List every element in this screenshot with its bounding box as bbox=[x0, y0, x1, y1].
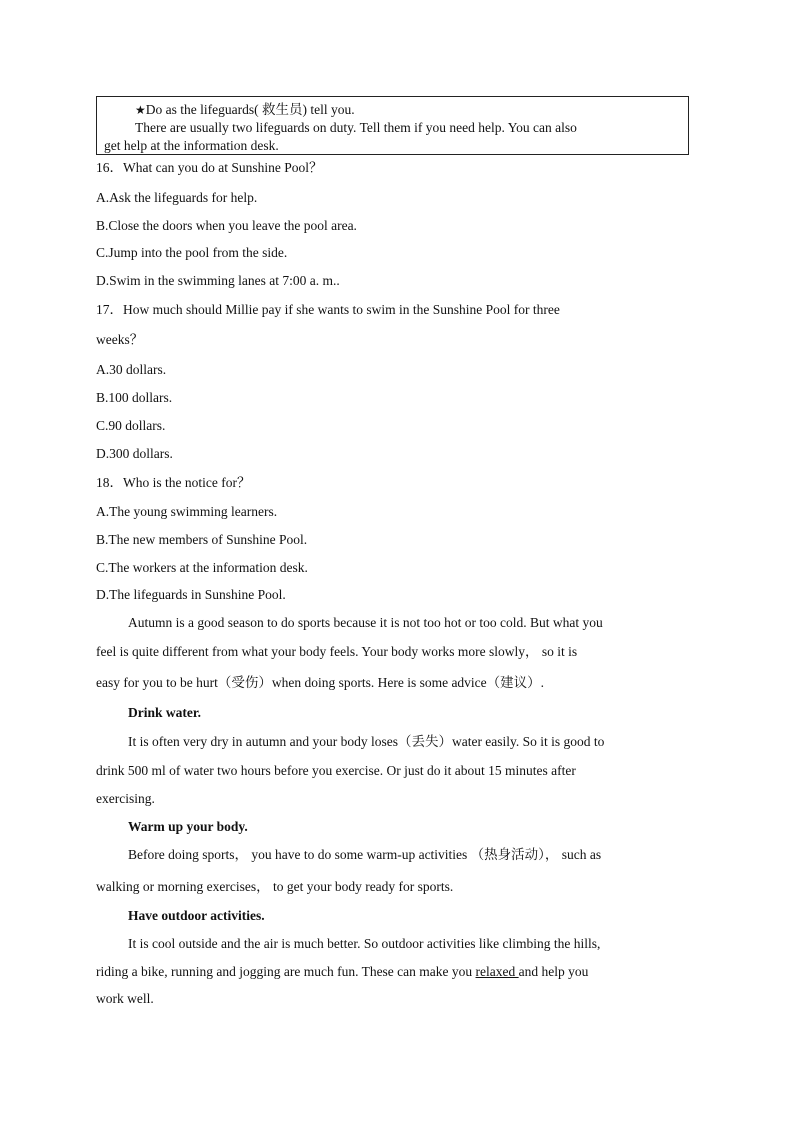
section-heading-outdoor: Have outdoor activities. bbox=[128, 908, 265, 923]
question-stem: What can you do at Sunshine Pool？ bbox=[123, 160, 323, 175]
option-16d: D.Swim in the swimming lanes at 7:00 a. m.. bbox=[96, 273, 340, 288]
option-17b: B.100 dollars. bbox=[96, 390, 173, 405]
question-17 bbox=[96, 301, 560, 319]
section-heading-drink-water: Drink water. bbox=[128, 705, 201, 720]
question-18 bbox=[96, 474, 250, 492]
question-number: 16． bbox=[96, 160, 123, 175]
notice-rule-text: Do as the lifeguards( 救生员) tell you. bbox=[145, 102, 355, 117]
paragraph-text: riding a bike, running and jogging are much fun. These can make you bbox=[96, 964, 476, 979]
star-icon: ★ bbox=[135, 103, 146, 117]
option-17d: D.300 dollars. bbox=[96, 446, 173, 461]
paragraph-text: and help you bbox=[518, 964, 589, 979]
option-18b: B.The new members of Sunshine Pool. bbox=[96, 532, 308, 547]
paragraph-line: drink 500 ml of water two hours before you exercise. Or just do it about 15 minutes after bbox=[96, 763, 576, 778]
option-16c: C.Jump into the pool from the side. bbox=[96, 245, 288, 260]
question-stem: How much should Millie pay if she wants to swim in the Sunshine Pool for three bbox=[123, 302, 560, 317]
notice-body-line: There are usually two lifeguards on duty. Tell them if you need help. You can also bbox=[135, 120, 577, 135]
paragraph-line: It is cool outside and the air is much better. So outdoor activities like climbing the hills, bbox=[128, 936, 601, 951]
passage-intro-line: Autumn is a good season to do sports because it is not too hot or too cold. But what you bbox=[128, 615, 603, 630]
question-17-cont: weeks？ bbox=[96, 332, 144, 347]
passage-intro-line: feel is quite different from what your body feels. Your body works more slowly， so it is bbox=[96, 644, 578, 659]
underlined-word-relaxed: relaxed bbox=[475, 964, 519, 979]
question-number: 18． bbox=[96, 475, 123, 490]
paragraph-line: walking or morning exercises， to get your body ready for sports. bbox=[96, 879, 454, 894]
question-number: 17． bbox=[96, 302, 123, 317]
passage-intro-line: easy for you to be hurt（受伤）when doing sports. Here is some advice（建议）. bbox=[96, 675, 545, 690]
paragraph-line: Before doing sports， you have to do some warm-up activities （热身活动）， such as bbox=[128, 847, 602, 862]
notice-box bbox=[96, 96, 689, 155]
option-17a: A.30 dollars. bbox=[96, 362, 167, 377]
section-heading-warm-up: Warm up your body. bbox=[128, 819, 248, 834]
notice-body-line: get help at the information desk. bbox=[104, 138, 279, 153]
paragraph-line bbox=[96, 963, 588, 981]
option-17c: C.90 dollars. bbox=[96, 418, 166, 433]
question-16 bbox=[96, 159, 322, 177]
paragraph-line: exercising. bbox=[96, 791, 155, 806]
option-16b: B.Close the doors when you leave the pool area. bbox=[96, 218, 357, 233]
paragraph-line: work well. bbox=[96, 991, 154, 1006]
option-18d: D.The lifeguards in Sunshine Pool. bbox=[96, 587, 286, 602]
option-18a: A.The young swimming learners. bbox=[96, 504, 278, 519]
notice-rule bbox=[135, 101, 355, 119]
option-16a: A.Ask the lifeguards for help. bbox=[96, 190, 258, 205]
question-stem: Who is the notice for？ bbox=[123, 475, 251, 490]
option-18c: C.The workers at the information desk. bbox=[96, 560, 308, 575]
paragraph-line: It is often very dry in autumn and your body loses（丢失）water easily. So it is good to bbox=[128, 734, 605, 749]
